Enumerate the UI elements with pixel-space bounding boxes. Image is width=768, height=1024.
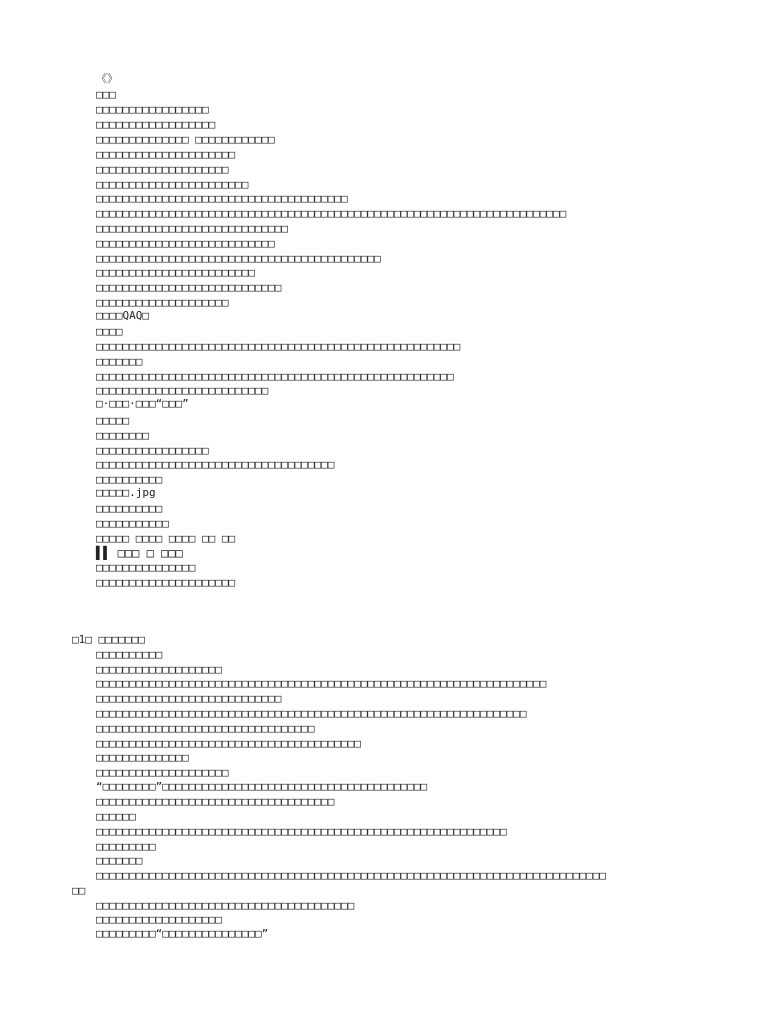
text-line: □□□□□□□□□□□□□□□□□□□□□□□□□□□□□□□□□□□□□□: [96, 192, 348, 205]
text-line: □□□□□□□□□□□□□□□□□□□: [96, 913, 222, 926]
text-line: □□□□□□□□□□□□□□□□□□□□□□□□□□□□□□□□□: [96, 722, 315, 735]
text-line: □□□□QAQ□: [96, 309, 149, 322]
text-line-continuation: □□: [72, 884, 86, 897]
text-line: □□□□□: [96, 414, 130, 427]
text-line: “□□□□□□□□”□□□□□□□□□□□□□□□□□□□□□□□□□□□□□□□□□□□□□□□□: [96, 780, 428, 793]
text-line: □□□□□□□□□□□□□□□□□□□□□: [96, 148, 236, 161]
text-line: □□□: [96, 88, 116, 101]
text-line: □□□□□□□□□□□□□□ □□□□□□□□□□□□: [96, 133, 275, 146]
text-line: □□□□□□□□□□□□□□□□□□□□□□□□□□□□□□□□□□□□□□□□□□□□□□□□□□□□□□□□□□□□□□□□□□□□□□□: [96, 207, 567, 220]
text-line: □□□□□□□: [96, 854, 143, 867]
text-line: □□□□□□□□□□□□□□□□□□□□□: [96, 576, 236, 589]
text-line: □□□□□□□□□□□□□□□□□□□□□□□□□□□□□□□□□□□□□□□□□□□□□□□□□□□□□□□□□□□□□□□□□: [96, 707, 527, 720]
text-line: □□□□□□□□□□: [96, 502, 163, 515]
text-line: □□□□□□□□□: [96, 840, 156, 853]
text-line: □□□□□□□□□□□□□□□□□□□□□□□□□□□□: [96, 281, 282, 294]
text-line: □□□□□□□□□□□□□□□□□: [96, 103, 209, 116]
chapter-heading: □1□ □□□□□□□: [72, 633, 145, 646]
text-line: □□□□□□□□□□□□□□□□□□□□□□□□□□□□□□□□□□□□□□□□□□□□□□□□□□□□□□□□□□□□□□□□□□□□□□□□□□□□□: [96, 869, 606, 882]
text-line: □□□□□□□□□□□: [96, 517, 169, 530]
text-line: □□□□□□□□□□□□□□: [96, 751, 189, 764]
text-line: □□□□□□□□□□□□□□□□□□□□□□□□□□□□□□□□□□□□: [96, 795, 335, 808]
text-line: □□□□□□□□□□□□□□□□□: [96, 444, 209, 457]
text-line: □□□□□ □□□□ □□□□ □□ □□: [96, 532, 236, 545]
text-line: □□□□□□□□□□□□□□□□□□□□: [96, 296, 229, 309]
text-line: □□□□□□□□□□□□□□□□□□□□□□□□□□□□□□□□□□□□□□□□□□□□□□□□□□□□□□□: [96, 340, 461, 353]
text-line: □□□□□□□□□□□□□□□□□□□□□□□: [96, 178, 249, 191]
text-line: □□□□□□□□□□□□□□□□□□□□□□□□□□□□□□□□□□□□□□□□□□□□□□□□□□□□□□: [96, 370, 454, 383]
text-line: □□□□: [96, 325, 123, 338]
text-line: □□□□□□□□□□□□□□□□□□□: [96, 663, 222, 676]
text-line: □□□□□□□□□□□□□□□□□□□□□□□□□□□□□□□□□□□□□□□□□□□: [96, 252, 381, 265]
text-line: □□□□□□□□□□□□□□□□□□□□□□□□□□□□□□□□□□□□□□□□□□□□□□□□□□□□□□□□□□□□□□: [96, 825, 507, 838]
text-line: □□□□□□□: [96, 355, 143, 368]
text-line: □□□□□□□□□□□□□□□□□□□□: [96, 766, 229, 779]
text-line: □□□□□□□□□□□□□□□□□□□□□□□□□□□□: [96, 692, 282, 705]
text-line: □□□□□□□□: [96, 429, 149, 442]
text-line: □□□□□□□□□□□□□□□: [96, 561, 196, 574]
text-line: □□□□□□□□□□□□□□□□□□□□: [96, 163, 229, 176]
text-line: □□□□□□□□□□□□□□□□□□: [96, 118, 216, 131]
text-line: □□□□□□: [96, 810, 136, 823]
text-line: □□□□□□□□□□: [96, 648, 163, 661]
text-line: ▌▌ □□□ □ □□□: [96, 546, 183, 560]
text-line: □□□□□□□□□□□□□□□□□□□□□□□□□□□□□□□□□□□□□□□□: [96, 737, 361, 750]
text-line: □□□□□□□□□□□□□□□□□□□□□□□□□□□□□: [96, 222, 289, 235]
text-line: □□□□□□□□□□□□□□□□□□□□□□□□□□□□□□□□□□□□□□□□□□□□□□□□□□□□□□□□□□□□□□□□□□□□: [96, 677, 547, 690]
image-filename: □□□□□.jpg: [96, 486, 156, 499]
text-line: □□□□□□□□□□□□□□□□□□□□□□□□□□□□□□□□□□□□□□□: [96, 899, 355, 912]
book-title-marks: 《》: [96, 72, 118, 85]
text-line: □□□□□□□□□□□□□□□□□□□□□□□□□□□: [96, 237, 275, 250]
text-line: □□□□□□□□□□: [96, 473, 163, 486]
text-line: □□□□□□□□□□□□□□□□□□□□□□□□□□□□□□□□□□□□: [96, 458, 335, 471]
text-line: □□□□□□□□□“□□□□□□□□□□□□□□□”: [96, 927, 269, 940]
text-line: □□□□□□□□□□□□□□□□□□□□□□□□: [96, 266, 255, 279]
text-line: □□□□□□□□□□□□□□□□□□□□□□□□□□: [96, 384, 269, 397]
text-line: □·□□□·□□□“□□□”: [96, 397, 189, 410]
